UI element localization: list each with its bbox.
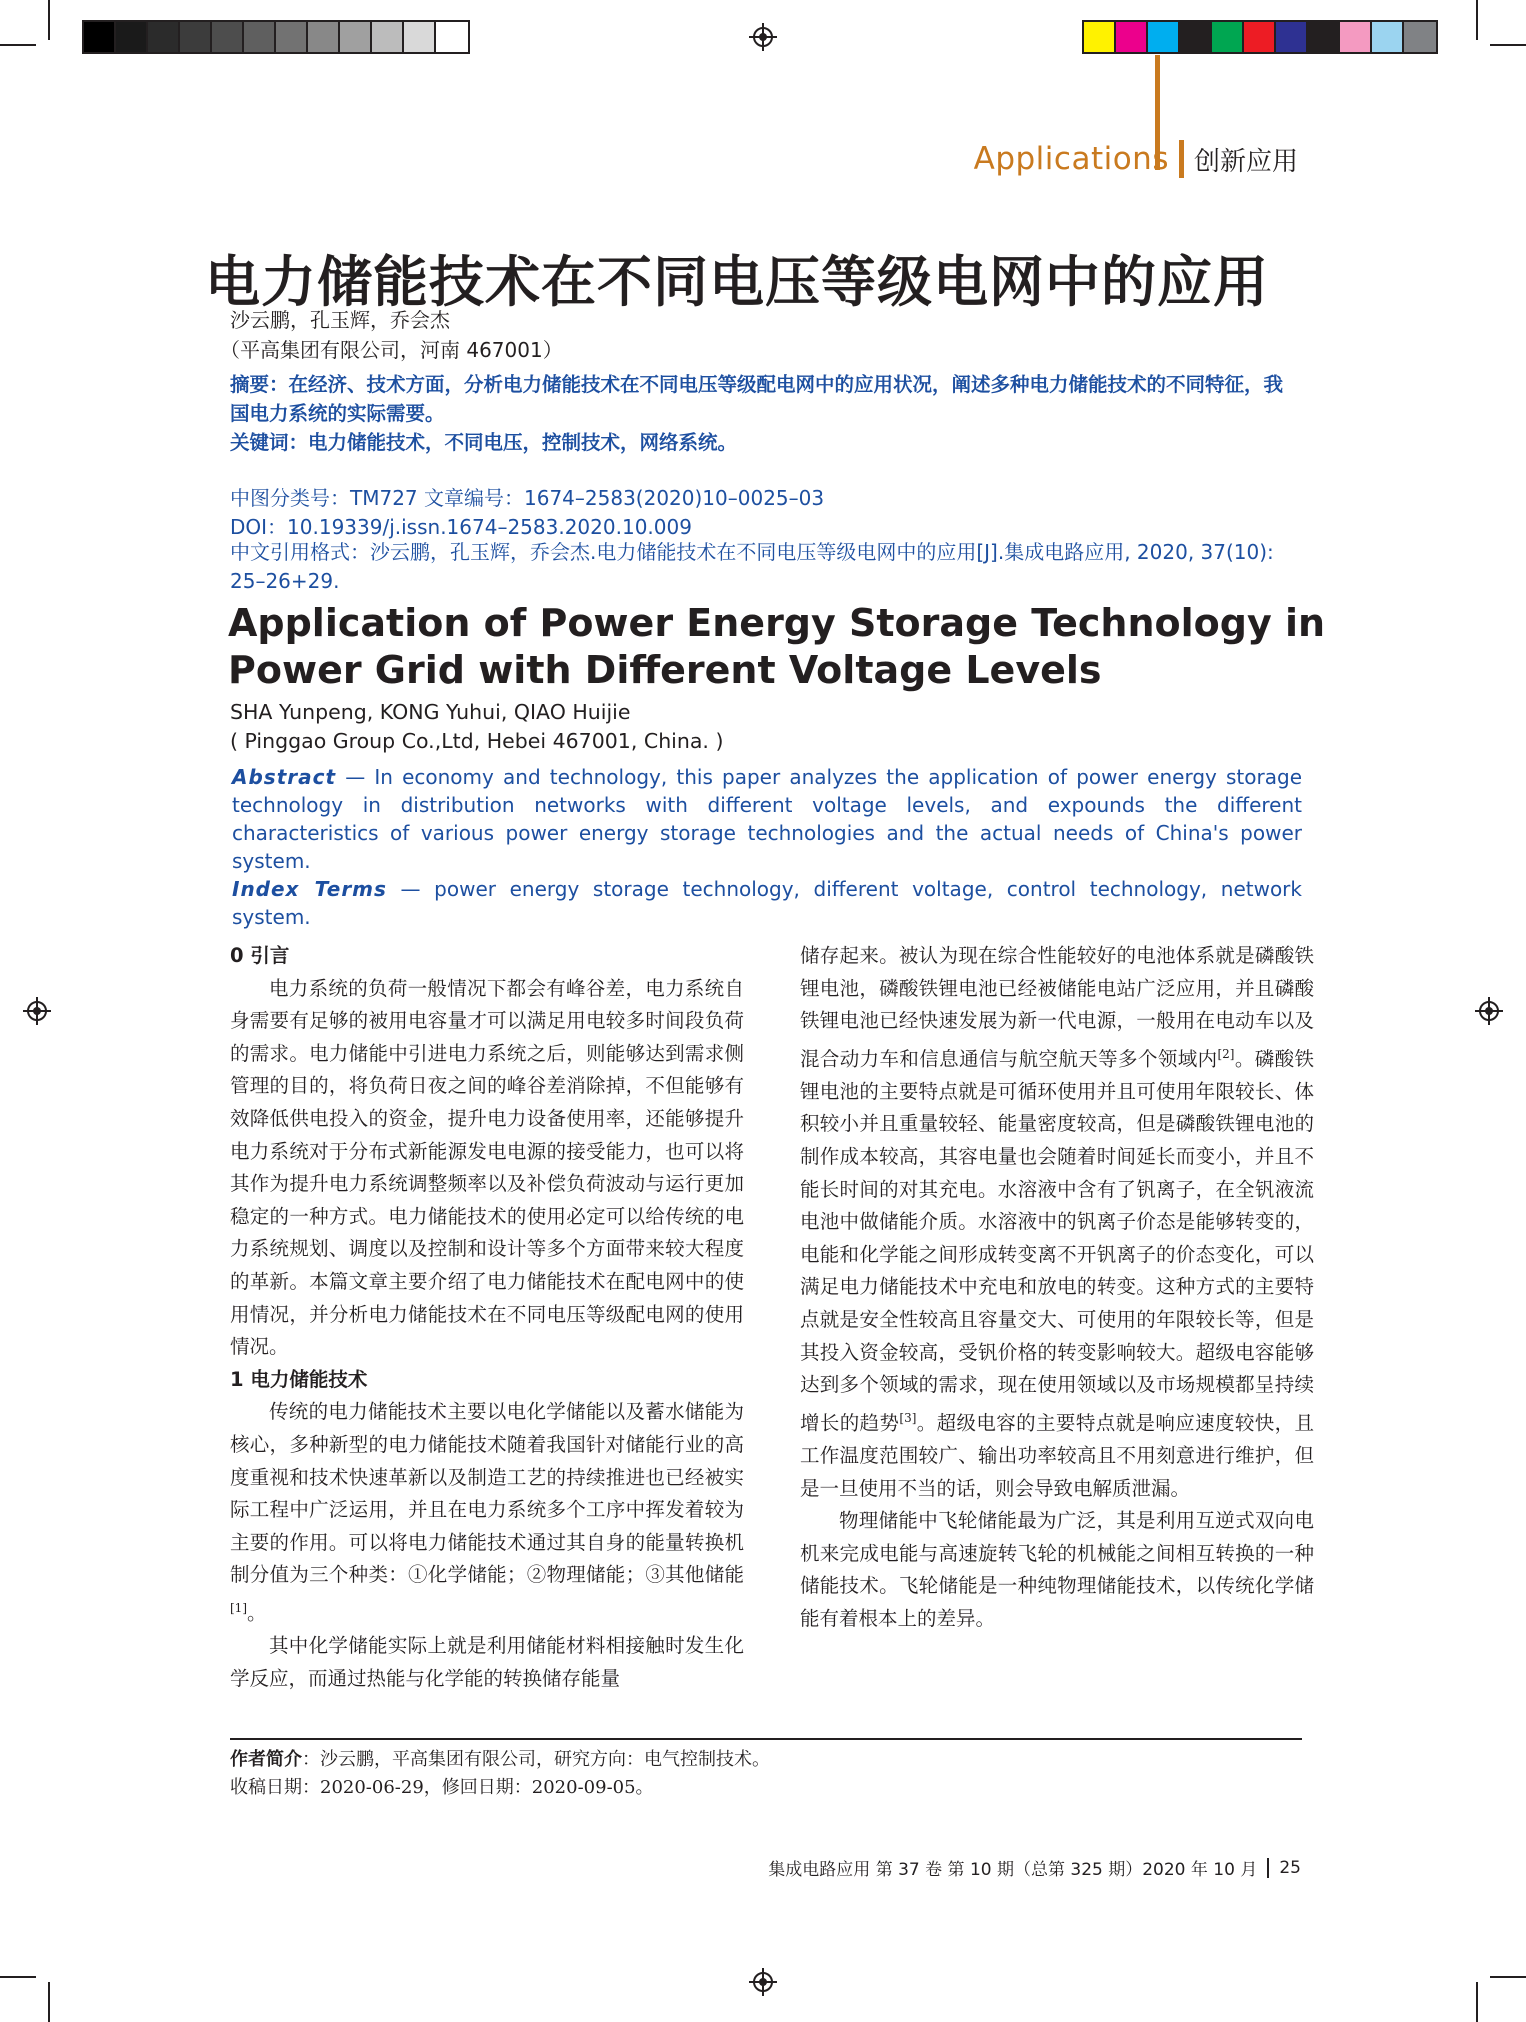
abstract-text: — In economy and technology, this paper analyzes the application of power energy storage technology in distribution networks with different voltage levels, and expounds the different characteristics of various power energy storage technologies and the actual needs of China's power system. (232, 765, 1302, 873)
authors-chinese: 沙云鹏，孔玉辉，乔会杰 (230, 308, 450, 332)
journal-info: 集成电路应用 第 37 卷 第 10 期（总第 325 期）2020 年 10 月 (768, 1860, 1258, 1880)
author-intro-text: ：沙云鹏，平高集团有限公司，研究方向：电气控制技术。 (302, 1749, 770, 1770)
color-swatch (1340, 22, 1372, 52)
section-tag-divider (1179, 140, 1184, 178)
abstract-label: Abstract (232, 765, 337, 789)
registration-mark-icon (27, 1001, 47, 1021)
title-english: Application of Power Energy Storage Technology in Power Grid with Different Voltage Levels (228, 601, 1326, 692)
color-swatch (1308, 22, 1340, 52)
paragraph (800, 940, 1314, 1505)
section-tag-chinese: 创新应用 (1193, 146, 1298, 177)
color-swatch (1084, 22, 1116, 52)
body-column-right (800, 940, 1314, 1635)
paragraph: 其中化学储能实际上就是利用储能材料相接触时发生化学反应，而通过热能与化学能的转换储存能量 (230, 1633, 744, 1690)
crop-mark (48, 0, 50, 40)
keywords-chinese: 关键词：电力储能技术，不同电压，控制技术，网络系统。 (230, 431, 738, 454)
crop-mark (1490, 1976, 1526, 1978)
crop-mark (0, 1976, 36, 1978)
heading-section-1: 1 电力储能技术 (230, 1367, 368, 1391)
crop-mark (1476, 1982, 1478, 2022)
abstract-chinese: 摘要：在经济、技术方面，分析电力储能技术在不同电压等级配电网中的应用状况，阐述多种电力储能技术的不同特征，我国电力系统的实际需要。 (230, 373, 1284, 425)
paragraph-text: 。超级电容的主要特点就是响应速度较快，且工作温度范围较广、输出功率较高且不用刻意进行维护，但是一旦使用不当的话，则会导致电解质泄漏。 (800, 1411, 1314, 1500)
color-swatch (436, 22, 468, 52)
citation-ref: [2] (1217, 1046, 1235, 1061)
affiliation-chinese: （平高集团有限公司，河南 467001） (220, 338, 563, 362)
index-terms-text: — power energy storage technology, different voltage, control technology, network system. (232, 877, 1302, 929)
paragraph: 物理储能中飞轮储能最为广泛，其是利用互逆式双向电机来完成电能与高速旋转飞轮的机械能之间相互转换的一种储能技术。飞轮储能是一种纯物理储能技术，以传统化学储能有着根本上的差异。 (800, 1509, 1314, 1630)
color-swatch (180, 22, 212, 52)
page-number: 25 (1279, 1857, 1301, 1878)
crop-mark (0, 44, 36, 46)
color-swatch (1212, 22, 1244, 52)
color-swatch (1148, 22, 1180, 52)
registration-mark-icon (753, 27, 773, 47)
cmyk-calibration-bar (1082, 20, 1438, 54)
color-swatch (148, 22, 180, 52)
crop-mark (48, 1982, 50, 2022)
page-footer (768, 1855, 1301, 1880)
color-swatch (276, 22, 308, 52)
color-swatch (1276, 22, 1308, 52)
section-tag (974, 140, 1298, 178)
citation-ref: [1] (230, 1600, 247, 1615)
grayscale-calibration-bar (82, 20, 470, 54)
paragraph-text: 传统的电力储能技术主要以电化学储能以及蓄水储能为核心，多种新型的电力储能技术随着我国针对储能行业的高度重视和技术快速革新以及制造工艺的持续推进也已经被实际工程中广泛运用，并且在电力系统多个工序中挥发着较为主要的作用。可以将电力储能技术通过其自身的能量转换机制分值为三个种类：①化学储能；②物理储能；③其他储能 (230, 1400, 744, 1587)
paragraph-text: 。 (247, 1601, 267, 1625)
crop-mark (1490, 44, 1526, 46)
crop-mark (1476, 0, 1478, 40)
footer-divider (1267, 1858, 1269, 1878)
registration-mark-icon (753, 1972, 773, 1992)
affiliation-english: ( Pinggao Group Co.,Ltd, Hebei 467001, China. ) (230, 729, 724, 753)
color-swatch (1180, 22, 1212, 52)
color-swatch (116, 22, 148, 52)
color-swatch (404, 22, 436, 52)
heading-introduction: 0 引言 (230, 944, 290, 967)
color-swatch (244, 22, 276, 52)
author-intro (230, 1746, 1302, 1774)
abstract-english (232, 763, 1302, 875)
paragraph (230, 1396, 744, 1630)
index-terms-label: Index Terms (232, 877, 387, 901)
color-swatch (1244, 22, 1276, 52)
color-swatch (1404, 22, 1436, 52)
author-footnote (230, 1738, 1302, 1802)
index-terms (232, 875, 1302, 931)
color-swatch (1116, 22, 1148, 52)
color-swatch (212, 22, 244, 52)
paragraph: 电力系统的负荷一般情况下都会有峰谷差，电力系统自身需要有足够的被用电容量才可以满足用电较多时间段负荷的需求。电力储能中引进电力系统之后，则能够达到需求侧管理的目的，将负荷日夜之间的峰谷差消除掉，不但能够有效降低供电投入的资金，提升电力设备使用率，还能够提升电力系统对于分布式新能源发电电源的接受能力，也可以将其作为提升电力系统调整频率以及补偿负荷波动与运行更加稳定的一种方式。电力储能技术的使用必定可以给传统的电力系统规划、调度以及控制和设计等多个方面带来较大程度的革新。本篇文章主要介绍了电力储能技术在配电网中的使用情况，并分析电力储能技术在不同电压等级配电网的使用情况。 (230, 976, 744, 1359)
doi: DOI：10.19339/j.issn.1674–2583.2020.10.009 (230, 515, 692, 539)
color-swatch (84, 22, 116, 52)
body-column-left (230, 940, 744, 1695)
authors-english: SHA Yunpeng, KONG Yuhui, QIAO Huijie (230, 700, 631, 724)
title-chinese: 电力储能技术在不同电压等级电网中的应用 (205, 250, 1270, 314)
paragraph-text: 储存起来。被认为现在综合性能较好的电池体系就是磷酸铁锂电池，磷酸铁锂电池已经被储能电站广泛应用，并且磷酸铁锂电池已经快速发展为新一代电源，一般用在电动车以及混合动力车和信息通信与航空航天等多个领域内 (800, 944, 1314, 1071)
color-swatch (1372, 22, 1404, 52)
paragraph-text: 。磷酸铁锂电池的主要特点就是可循环使用并且可使用年限较长、体积较小并且重量较轻、能量密度较高，但是磷酸铁锂电池的制作成本较高，其容电量也会随着时间延长而变小，并且不能长时间的对其充电。水溶液中含有了钒离子，在全钒液流电池中做储能介质。水溶液中的钒离子价态是能够转变的，电能和化学能之间形成转变离不开钒离子的价态变化，可以满足电力储能技术中充电和放电的转变。这种方式的主要特点就是安全性较高且容量交大、可使用的年限较长等，但是其投入资金较高，受钒价格的转变影响较大。超级电容能够达到多个领域的需求，现在使用领域以及市场规模都呈持续增长的趋势 (800, 1047, 1314, 1435)
color-swatch (308, 22, 340, 52)
classification-number: 中图分类号：TM727 文章编号：1674–2583(2020)10–0025–03 (230, 486, 825, 510)
author-intro-label: 作者简介 (230, 1749, 302, 1770)
citation-ref: [3] (899, 1410, 917, 1425)
citation-format: 中文引用格式：沙云鹏，孔玉辉，乔会杰.电力储能技术在不同电压等级电网中的应用[J].集成电路应用, 2020, 37(10): 25–26+29. (230, 540, 1274, 593)
received-dates: 收稿日期：2020-06-29，修回日期：2020-09-05。 (230, 1777, 654, 1798)
color-swatch (372, 22, 404, 52)
registration-mark-icon (1479, 1001, 1499, 1021)
section-tag-english: Applications (973, 141, 1169, 177)
color-swatch (340, 22, 372, 52)
